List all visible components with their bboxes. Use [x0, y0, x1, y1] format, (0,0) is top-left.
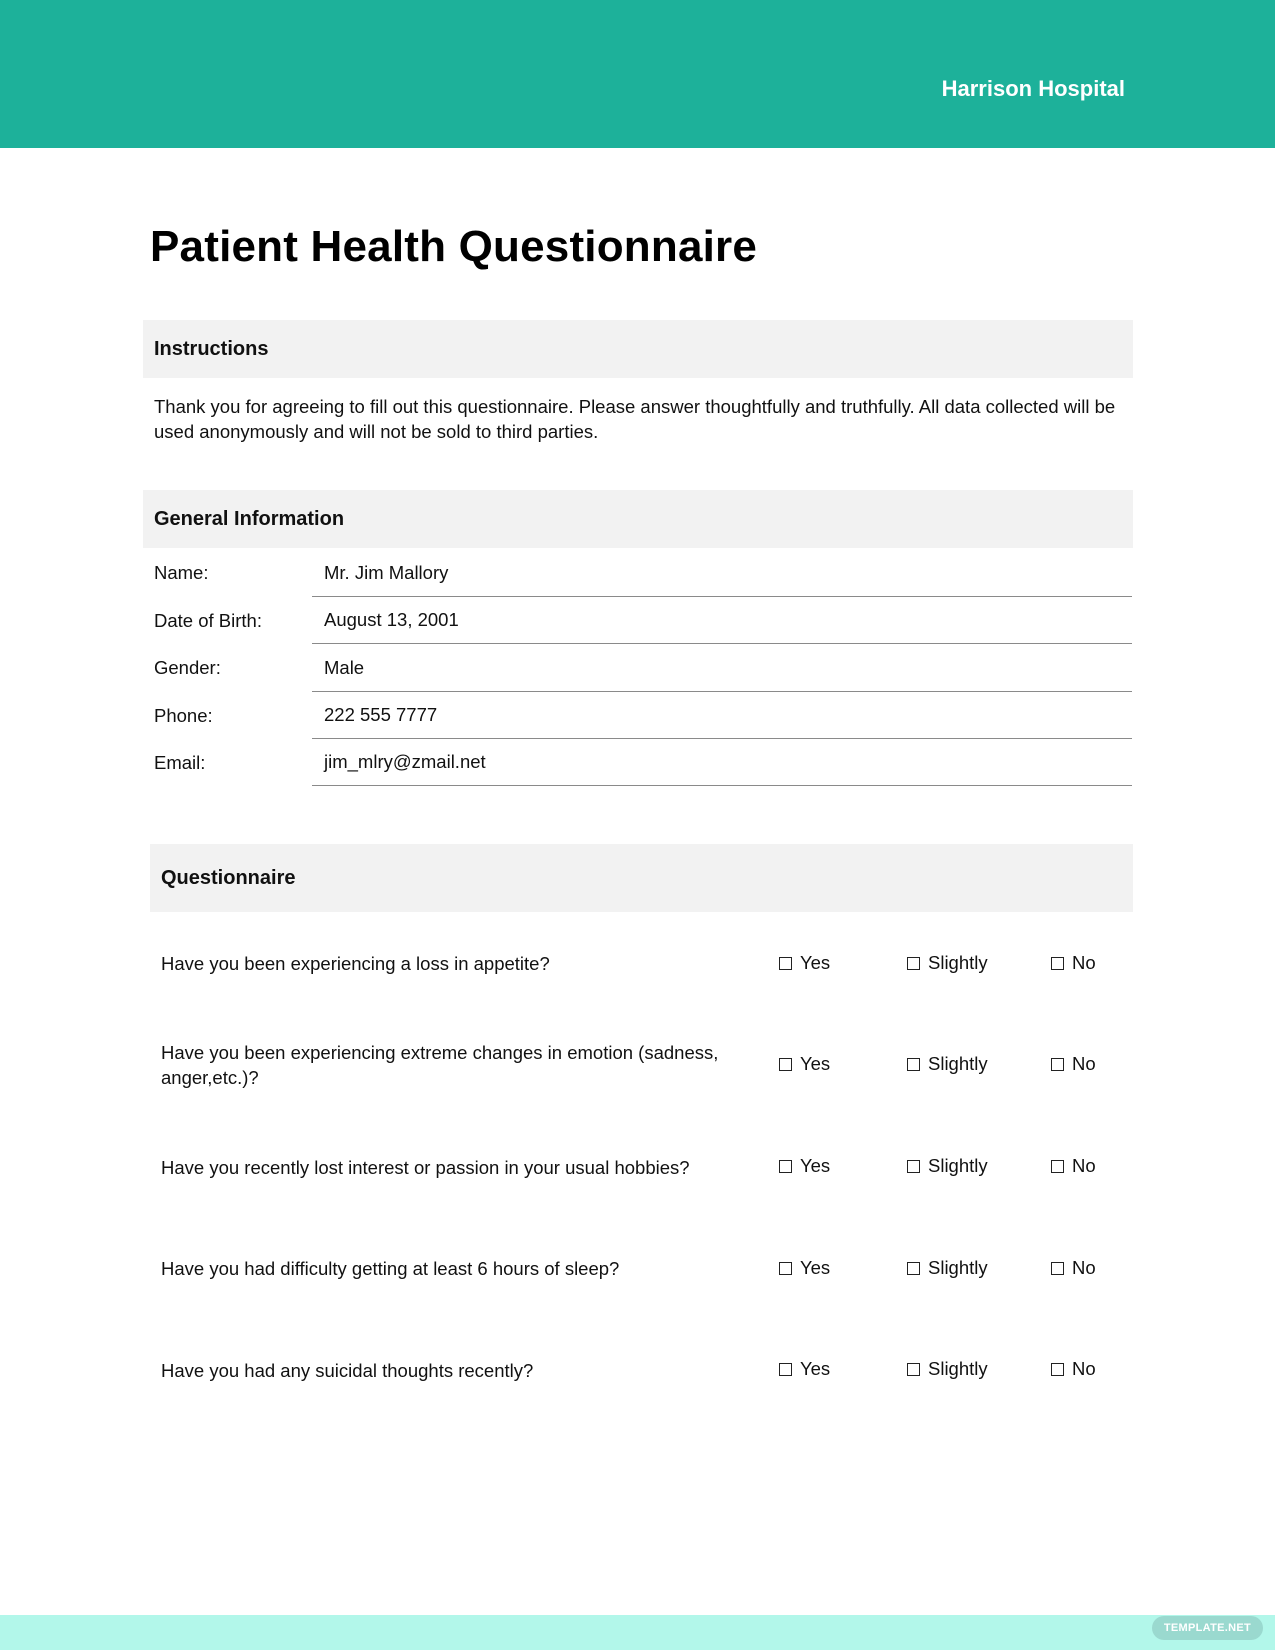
checkbox-icon[interactable] — [907, 1058, 920, 1071]
option-label: Slightly — [928, 1257, 988, 1278]
page-title: Patient Health Questionnaire — [150, 222, 758, 271]
question-4: Have you had difficulty getting at least 6 hours of sleep? — [161, 1258, 620, 1279]
footer-band — [0, 1615, 1275, 1650]
checkbox-icon[interactable] — [779, 1262, 792, 1275]
q3-yes-option[interactable] — [779, 1155, 830, 1177]
email-label: Email: — [154, 752, 206, 773]
question-1: Have you been experiencing a loss in appetite? — [161, 953, 550, 974]
question-2: Have you been experiencing extreme changes in emotion (sadness, anger,etc.)? — [161, 1042, 719, 1088]
q3-slightly-option[interactable] — [907, 1155, 988, 1177]
question-5: Have you had any suicidal thoughts recently? — [161, 1360, 534, 1381]
q4-no-option[interactable] — [1051, 1257, 1096, 1279]
instructions-text: Thank you for agreeing to fill out this questionnaire. Please answer thoughtfully and truthfully. All data collected will be used anonymously and will not be sold to third parties. — [154, 396, 1116, 442]
email-value: jim_mlry@zmail.net — [324, 751, 486, 772]
q1-no-option[interactable] — [1051, 952, 1096, 974]
option-label: Yes — [800, 1155, 831, 1176]
option-label: Slightly — [928, 952, 988, 973]
option-label: No — [1072, 952, 1096, 973]
q5-slightly-option[interactable] — [907, 1358, 988, 1380]
phone-label: Phone: — [154, 705, 213, 726]
general-information-heading: General Information — [143, 490, 1133, 548]
q1-yes-option[interactable] — [779, 952, 830, 974]
option-label: Yes — [800, 952, 831, 973]
checkbox-icon[interactable] — [907, 1262, 920, 1275]
option-label: Slightly — [928, 1053, 988, 1074]
checkbox-icon[interactable] — [1051, 1058, 1064, 1071]
name-field[interactable] — [312, 550, 1132, 597]
hospital-name: Harrison Hospital — [941, 76, 1125, 101]
option-label: Slightly — [928, 1155, 988, 1176]
checkbox-icon[interactable] — [779, 957, 792, 970]
checkbox-icon[interactable] — [907, 957, 920, 970]
option-label: No — [1072, 1257, 1096, 1278]
option-label: Yes — [800, 1053, 831, 1074]
gender-field[interactable] — [312, 645, 1132, 692]
q1-slightly-option[interactable] — [907, 952, 988, 974]
date-of-birth-value: August 13, 2001 — [324, 609, 459, 630]
watermark: TEMPLATE.NET — [1152, 1616, 1263, 1640]
name-value: Mr. Jim Mallory — [324, 562, 449, 583]
date-of-birth-label: Date of Birth: — [154, 610, 262, 631]
checkbox-icon[interactable] — [1051, 1262, 1064, 1275]
checkbox-icon[interactable] — [1051, 1363, 1064, 1376]
option-label: Slightly — [928, 1358, 988, 1379]
email-field[interactable] — [312, 739, 1132, 786]
q3-no-option[interactable] — [1051, 1155, 1096, 1177]
checkbox-icon[interactable] — [907, 1160, 920, 1173]
option-label: No — [1072, 1358, 1096, 1379]
phone-value: 222 555 7777 — [324, 704, 438, 725]
header-band — [0, 0, 1275, 148]
q2-no-option[interactable] — [1051, 1053, 1096, 1075]
phone-field[interactable] — [312, 692, 1132, 739]
checkbox-icon[interactable] — [1051, 957, 1064, 970]
checkbox-icon[interactable] — [907, 1363, 920, 1376]
q4-yes-option[interactable] — [779, 1257, 830, 1279]
option-label: No — [1072, 1053, 1096, 1074]
checkbox-icon[interactable] — [779, 1160, 792, 1173]
instructions-heading: Instructions — [143, 320, 1133, 378]
q5-no-option[interactable] — [1051, 1358, 1096, 1380]
question-3: Have you recently lost interest or passion in your usual hobbies? — [161, 1157, 690, 1178]
option-label: Yes — [800, 1257, 831, 1278]
checkbox-icon[interactable] — [779, 1363, 792, 1376]
gender-value: Male — [324, 657, 365, 678]
q4-slightly-option[interactable] — [907, 1257, 988, 1279]
option-label: Yes — [800, 1358, 831, 1379]
q2-yes-option[interactable] — [779, 1053, 830, 1075]
q2-slightly-option[interactable] — [907, 1053, 988, 1075]
date-of-birth-field[interactable] — [312, 597, 1132, 644]
option-label: No — [1072, 1155, 1096, 1176]
gender-label: Gender: — [154, 657, 221, 678]
checkbox-icon[interactable] — [1051, 1160, 1064, 1173]
checkbox-icon[interactable] — [779, 1058, 792, 1071]
name-label: Name: — [154, 562, 209, 583]
q5-yes-option[interactable] — [779, 1358, 830, 1380]
questionnaire-heading: Questionnaire — [150, 844, 1133, 912]
